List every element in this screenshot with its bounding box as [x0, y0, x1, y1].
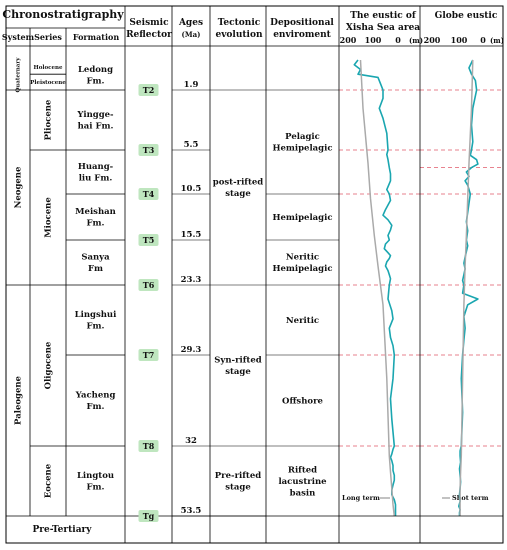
tectonic-1-line-1: stage: [225, 367, 251, 378]
formation-4-line-0: Sanya: [81, 252, 110, 263]
depositional-4-line-0: Offshore: [282, 396, 323, 407]
depositional-1-line-0: Hemipelagic: [272, 212, 333, 223]
table-cells: [6, 57, 339, 522]
formation-2-line-1: liu Fm.: [78, 173, 113, 184]
table-grid: [6, 6, 503, 543]
formation-2-line-0: Huang-: [77, 162, 114, 173]
reflector-label-T7: T7: [142, 350, 155, 360]
system-label-0: Quaternary: [15, 57, 22, 93]
system-label-2: Paleogene: [13, 376, 24, 425]
header-depositional-2: enviroment: [273, 30, 331, 40]
header-series: Series: [34, 32, 62, 42]
pre-tertiary-label: Pre-Tertiary: [32, 525, 92, 535]
short-term-label: Shot term: [452, 494, 489, 502]
formation-1-line-1: hai Fm.: [77, 121, 114, 132]
globe-tick-200: 200: [423, 35, 441, 45]
tectonic-0-line-1: stage: [225, 189, 251, 200]
header-seismic-1: Seismic: [129, 18, 169, 28]
series-label-3: Miocene: [43, 197, 54, 238]
outer-frame: [6, 6, 503, 543]
age-label-2: 10.5: [180, 184, 202, 194]
globe-tick-100: 100: [450, 35, 468, 45]
depositional-5-line-0: Rifted: [287, 465, 318, 476]
header-depositional-1: Depositional: [270, 18, 334, 28]
header-system: System: [1, 32, 35, 42]
xisha-tick-200: 200: [339, 35, 357, 45]
series-label-4: Oligocene: [43, 341, 54, 390]
header-chronostratigraphy: Chronostratigraphy: [2, 8, 124, 21]
header-ages: Ages: [178, 18, 204, 28]
long-term-label: Long term: [342, 494, 380, 502]
formation-3-line-0: Meishan: [75, 207, 116, 218]
formation-0-line-0: Ledong: [77, 65, 114, 76]
header-tectonic-1: Tectonic: [217, 18, 261, 28]
series-label-1: Pleistocene: [30, 80, 66, 87]
reflector-label-T3: T3: [142, 145, 155, 155]
formation-4-line-1: Fm: [87, 264, 104, 275]
eustatic-curves: [354, 60, 478, 516]
reflector-label-T6: T6: [142, 280, 155, 290]
header-xisha-1: The eustic of: [350, 11, 416, 21]
formation-5-line-0: Lingshui: [74, 310, 117, 321]
dashed-level-lines: [339, 90, 503, 446]
reflector-label-T2: T2: [142, 85, 155, 95]
formation-0-line-1: Fm.: [86, 76, 105, 87]
globe-axis-unit: (m): [489, 36, 505, 45]
header-tectonic-2: evolution: [215, 30, 263, 40]
age-label-7: 53.5: [180, 506, 202, 516]
xisha-tick-0: 0: [395, 35, 401, 45]
header-xisha-2: Xisha Sea area: [345, 23, 421, 33]
reflector-label-Tg: Tg: [142, 511, 155, 521]
series-label-0: Holocene: [33, 65, 63, 72]
xisha-tick-100: 100: [364, 35, 382, 45]
depositional-0-line-0: Pelagic: [285, 132, 320, 143]
series-label-5: Eocene: [43, 463, 54, 499]
age-label-1: 5.5: [183, 140, 199, 150]
tectonic-2-line-1: stage: [225, 482, 251, 493]
depositional-2-line-1: Hemipelagic: [272, 264, 333, 275]
depositional-3-line-0: Neritic: [285, 315, 320, 326]
age-label-5: 29.3: [180, 345, 202, 355]
formation-7-line-0: Lingtou: [76, 471, 115, 482]
age-label-3: 15.5: [180, 230, 202, 240]
globe-long-term-curve: [460, 60, 473, 516]
globe-tick-0: 0: [480, 35, 486, 45]
series-label-2: Pliocene: [43, 99, 54, 141]
formation-6-line-1: Fm.: [86, 402, 105, 413]
depositional-5-line-2: basin: [289, 488, 316, 499]
header-seismic-2: Reflector: [126, 30, 172, 40]
formation-5-line-1: Fm.: [86, 321, 105, 332]
tectonic-0-line-0: post-rifted: [212, 177, 264, 188]
header-ages-unit: (Ma): [181, 30, 201, 39]
age-label-0: 1.9: [183, 80, 199, 90]
tectonic-2-line-0: Pre-rifted: [214, 471, 262, 482]
depositional-0-line-1: Hemipelagic: [272, 143, 333, 154]
reflector-label-T8: T8: [142, 441, 155, 451]
header-globe: Globe eustic: [434, 11, 498, 21]
age-label-4: 23.3: [180, 275, 202, 285]
formation-3-line-1: Fm.: [86, 218, 105, 229]
reflector-label-T4: T4: [142, 189, 155, 199]
system-label-1: Neogene: [13, 166, 24, 209]
formation-1-line-0: Yingge-: [77, 110, 114, 121]
formation-6-line-0: Yacheng: [75, 390, 116, 401]
depositional-2-line-0: Neritic: [285, 252, 320, 263]
depositional-5-line-1: lacustrine: [278, 476, 327, 487]
xisha-axis-unit: (m): [408, 36, 424, 45]
age-label-6: 32: [185, 436, 197, 446]
header-formation: Formation: [72, 32, 120, 42]
reflector-label-T5: T5: [142, 235, 155, 245]
formation-7-line-1: Fm.: [86, 482, 105, 493]
tectonic-1-line-0: Syn-rifted: [214, 355, 262, 366]
